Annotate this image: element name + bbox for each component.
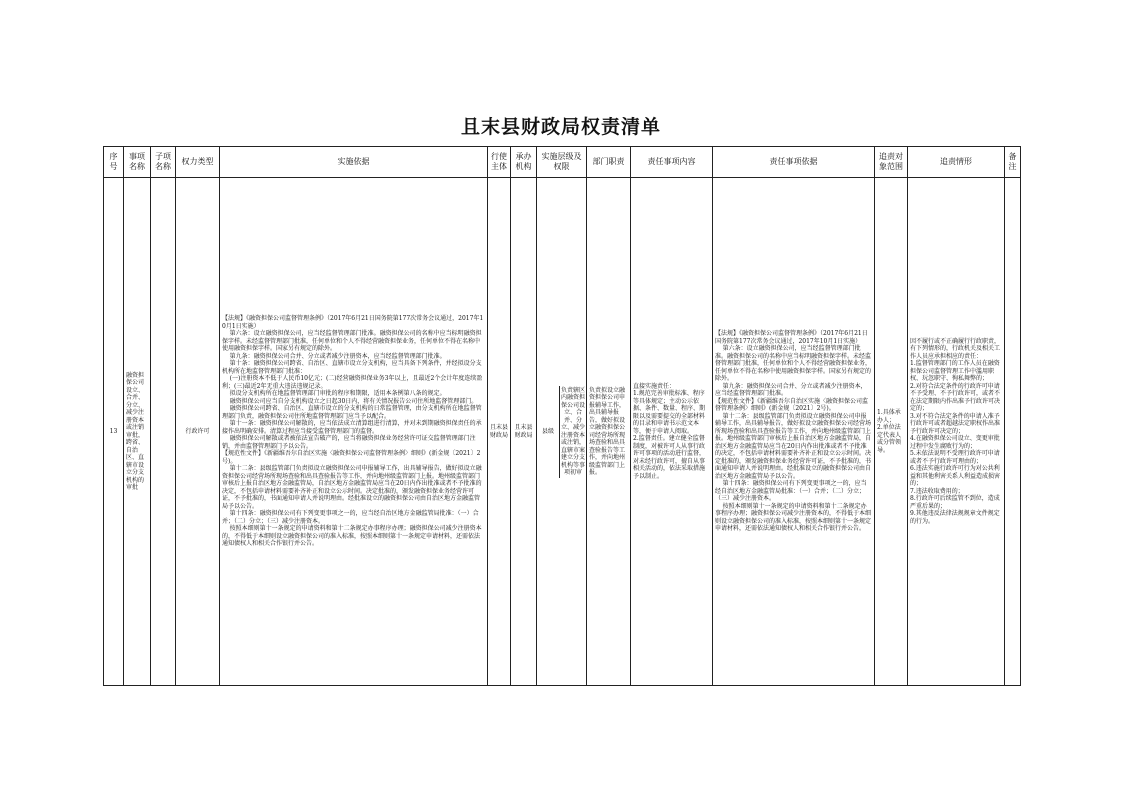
cell-subject: 且末县财政局 — [488, 178, 511, 686]
header-resp-basis: 责任事项依据 — [713, 147, 875, 178]
cell-remarks — [1005, 178, 1021, 686]
cell-resp-basis: 【法规】《融资担保公司监督管理条例》（2017年6月21日国务院第177次常务会议通过，2017年10月1日实施） 第六条：设立融资担保公司，应当经监督管理部门批准。融资担保公司的名称中应当标明融资担保字样。未经监督管理部门批准，任何单位和个人不得经营融资担保业务，任何单位不得在名称中使用融资担保字样。国家另有规定的除外。 第九条：融资担保公司合并、分立或者减少注册资本，应当经监督管理部门批准。 【规范性文件】《新疆维吾尔自治区实施〈融资担保公司监督管理条例〉细则》(新金规〔2021〕2号)。 第十二条：县级监管部门负责拟设立融资担保公司申报辅导工作，出具辅导报告，做好拟设立融资担保公司经营场所现场查验和出具查验报告等工作，并向地州级监管部门上报。地州级监管部门审核后上报自治区地方金融监管局，自治区地方金融监管局应当在20日内作出批准或者不予批准的决定，不包括申请材料需要补齐补正和设立公示时间。决定批准的，颁发融资担保业务经营许可证，不予批准的，书面通知申请人并说明理由。经批准设立的融资担保公司由自治区地方金融监管局予以公告。 第十四条：融资担保公司有下列变更事项之一的，应当经自治区地方金融监管局批准：（一）合并；（二）分立；（三）减少注册资本。 按照本细则第十一条规定的申请资料和第十二条规定办事程序办理；融资担保公司减少注册资本的，不得低于本细则设立融资担保公司的准入标准，按照本细则第十一条规定申请材料，还需依法通知债权人和相关合作银行并公告。 — [713, 178, 875, 686]
header-organizer: 承办机构 — [511, 147, 537, 178]
header-power-type: 权力类型 — [176, 147, 220, 178]
header-liability: 追责情形 — [908, 147, 1005, 178]
cell-seq: 13 — [104, 178, 124, 686]
table-row — [104, 178, 1021, 686]
header-remarks: 备注 — [1005, 147, 1021, 178]
cell-accountable: 1.具体承办人； 2.单位法定代表人或分管领导。 — [875, 178, 908, 686]
cell-power-type: 行政许可 — [176, 178, 220, 686]
level-duty-text: 负责辖区内融资担保公司设立、合并、分立、减少注册资本或注销，直辖市案建立分支机构等事项初审 — [561, 386, 586, 476]
header-level: 实施层级及权限 — [537, 147, 587, 178]
header-seq: 序号 — [104, 147, 124, 178]
cell-dept-duty: 负责拟设立融资担保公司申报辅导工作，出具辅导报告，做好拟设立融资担保公司经营场所现场查验和出具查验报告等工作，并向地州级监管部门上报。 — [587, 178, 631, 686]
cell-sub-item-name — [151, 178, 176, 686]
page-title: 且末县财政局权责清单 — [460, 116, 661, 138]
power-responsibility-table — [103, 146, 1021, 686]
header-subject: 行使主体 — [488, 147, 511, 178]
cell-organizer: 且末县财政局 — [511, 178, 537, 686]
header-sub-item-name: 子项名称 — [151, 147, 176, 178]
header-duty: 部门职责 — [587, 147, 631, 178]
cell-basis: 【法规】《融资担保公司监督管理条例》（2017年6月21日国务院第177次常务会议通过，2017年10月1日实施） 第六条：设立融资担保公司，应当经监督管理部门批准。融资担保公司的名称中应当标明融资担保字样。未经监督管理部门批准，任何单位和个人不得经营融资担保业务，任何单位不得在名称中使用融资担保字样。国家另有规定的除外。 第九条：融资担保公司合并、分立或者减少注册资本，应当经监督管理部门批准。 第十条：融资担保公司跨省、自治区、直辖市设立分支机构，应当具备下列条件，并经拟设分支机构所在地监督管理部门批准： (一)注册资本不低于人民币10亿元；(二)经营融资担保业务3年以上，且最近2个会计年度连续盈利；(三)最近2年无重大违法违规记录。 拟设分支机构所在地监督管理部门审批的程序和期限，适用本条例第八条的规定。 融资担保公司应当自分支机构设立之日起30日内，将有关情况报告公司住所地监督管理部门。 融资担保公司跨省、自治区、直辖市设立的分支机构的日常监督管理，由分支机构所在地监督管理部门负责，融资担保公司住所地监督管理部门应当予以配合。 第十一条：融资担保公司解散的，应当依法成立清算组进行清算，并对未到期融资担保责任的承接作出明确安排。清算过程应当接受监督管理部门的监督。 融资担保公司解散或者被依法宣告破产的，应当将融资担保业务经营许可证交监督管理部门注销，并由监督管理部门予以公告。 【规范性文件】《新疆维吾尔自治区实施〈融资担保公司监督管理条例〉细则》(新金规〔2021〕2号)。 第十二条：县级监管部门负责拟设立融资担保公司申报辅导工作，出具辅导报告，做好拟设立融资担保公司经营场所现场查验和出具查验报告等工作，并向地州级监管部门上报。地州级监管部门审核后上报自治区地方金融监管局，自治区地方金融监管局应当在20日内作出批准或者不予批准的决定，不包括申请材料需要补齐补正和设立公示时间。决定批准的，颁发融资担保业务经营许可证，不予批准的，书面通知申请人并说明理由。经批准设立的融资担保公司由自治区地方金融监管局予以公告。 第十四条：融资担保公司有下列变更事项之一的，应当经自治区地方金融监管局批准：（一）合并；（二）分立；（三）减少注册资本。 按照本细则第十一条规定的申请资料和第十二条规定办事程序办理；融资担保公司减少注册资本的，不得低于本细则设立融资担保公司的准入标准，按照本细则第十一条规定申请材料，还需依法通知债权人和相关合作银行并公告。 — [220, 178, 488, 686]
header-accountable: 追责对象范围 — [875, 147, 908, 178]
cell-resp-content: 直接实施责任： 1.规范完善审批标准、程序等具体规定；主动公示依据、条件、数量、程序、期限以及需要提交的全部材料的目录和申请书示范文本等，便于申请人阅取。 2.监督责任。建立健全监督制度，对被许可人从事行政许可事项的活动进行监督，对未经行政许可，擅自从事相关活动的，依法采取措施予以制止。 — [631, 178, 713, 686]
level-text: 县级 — [541, 427, 554, 435]
cell-liability: 因不履行或不正确履行行政职责，有下列情形的，行政机关及相关工作人员应承担相应的责任： 1.监督管理部门的工作人员在融资担保公司监督管理工作中滥用职权、玩忽职守、徇私舞弊的； 2.对符合法定条件的行政许可申请不予受理、不予行政许可，或者不在法定期限内作出准予行政许可决定的； 3.对不符合法定条件的申请人准予行政许可或者超越法定职权作出准予行政许可决定的； 4.在融资担保公司设立、变更审批过程中发生腐败行为的； 5.未依法说明不受理行政许可申请或者不予行政许可理由的； 6.违法实施行政许可行为对公共利益和其他利害关系人利益造成损害的； 7.违法收取费用的； 8.行政许可后续监管不到位，造成严重后果的； 9.其他违反法律法规规章文件规定的行为。 — [908, 178, 1005, 686]
table-header-row — [104, 147, 1021, 178]
cell-item-name: 融资担保公司设立、合并、分立、减少注册资本或注销审批，跨省、自治区、直辖市设立分支机构的审批 — [124, 178, 151, 686]
header-resp-content: 责任事项内容 — [631, 147, 713, 178]
header-basis: 实施依据 — [220, 147, 488, 178]
cell-level — [537, 178, 587, 686]
header-item-name: 事项名称 — [124, 147, 151, 178]
